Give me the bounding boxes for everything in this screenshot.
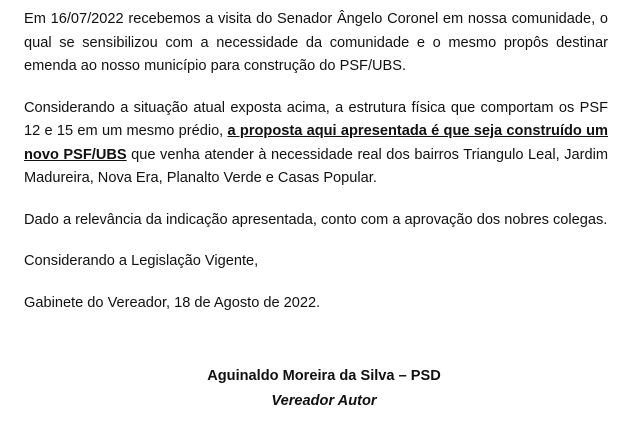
- signature-block: [0, 364, 640, 414]
- proposal-emphasis-text: a proposta aqui apresentada é que seja construído um novo PSF/UBS: [24, 123, 608, 163]
- signatory-name: Aguinaldo Moreira da Silva – PSD: [207, 368, 441, 384]
- proposal-closing-text: que venha atender à necessidade real dos bairros Triangulo Leal, Jardim Madureira, Nova Era, Planalto Verde e Casas Popular.: [24, 146, 608, 186]
- paragraph-legislation: Considerando a Legislação Vigente,: [24, 253, 259, 269]
- paragraph-senator-visit: Em 16/07/2022 recebemos a visita do Senador Ângelo Coronel em nossa comunidade, o qual se sensibilizou com a necessidade da comunidade e o mesmo propôs destinar emenda ao nosso município para construção do PSF/UBS.: [24, 11, 608, 74]
- proposal-intro-text: Considerando a situação atual exposta acima, a estrutura física que comportam os PSF 12 e 15 em um mesmo prédio,: [24, 99, 608, 139]
- document-body: [24, 8, 608, 333]
- signatory-role: Vereador Autor: [271, 393, 377, 409]
- paragraph-proposal: [24, 97, 608, 191]
- paragraph-office-date: Gabinete do Vereador, 18 de Agosto de 2022.: [24, 294, 321, 311]
- paragraph-relevance: Dado a relevância da indicação apresentada, conto com a aprovação dos nobres colegas.: [24, 211, 608, 228]
